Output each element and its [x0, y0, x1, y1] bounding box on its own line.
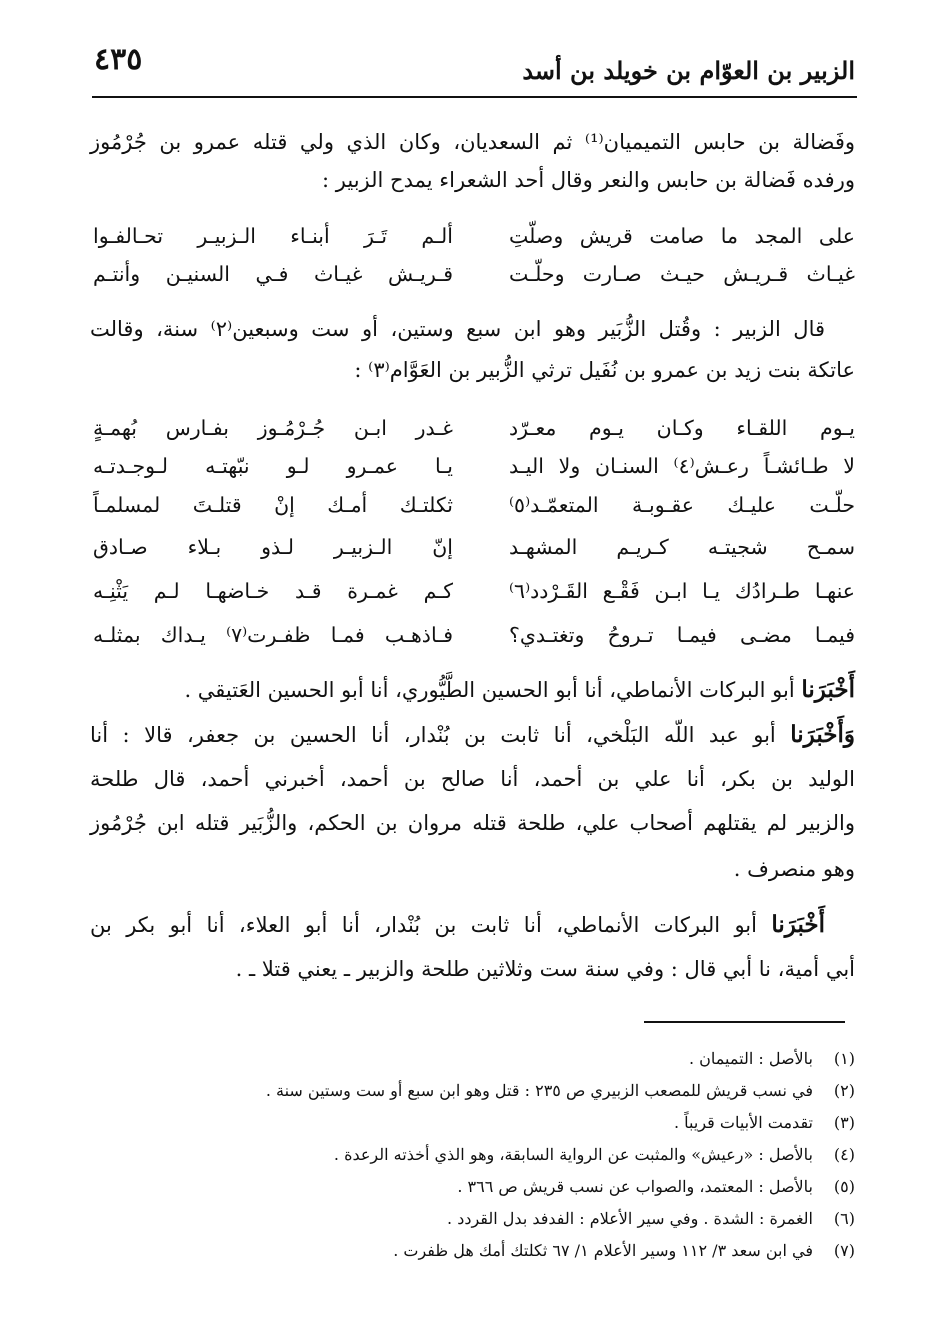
paragraph-text: أبو البركات الأنماطي، أنا أبو الحسين الطَّيُّوري، أنا أبو الحسين العَتيقي . [184, 678, 802, 702]
narration-keyword: وَأَخْبَرَنا [790, 721, 855, 748]
footnote-number: (٣) [833, 1113, 855, 1132]
footnote-number: (٧) [833, 1241, 855, 1260]
verse-second-hemistich: لا طـائشـاً رعـش⁽٤⁾ السنـان ولا اليـد [509, 454, 855, 478]
footnote [266, 1079, 855, 1103]
footnote [393, 1239, 855, 1263]
paragraph-line: الوليد بن بكر، أنا علي بن أحمد، أنا صالح بن أحمد، أخبرني أحمد، قال طلحة [90, 767, 855, 791]
paragraph-line: وفَضالة بن حابس التميميان⁽¹⁾ ثم السعديان، وكان الذي ولي قتله عمرو بن جُرْمُوز [90, 130, 855, 154]
footnote [689, 1047, 855, 1071]
paragraph-line: والزبير لم يقتلهم أصحاب علي، طلحة قتله مروان بن الحكم، والزُّبَير قتله ابن جُرْمُوز [90, 811, 855, 835]
footnote-text: بالأصل : «رعيش» والمثبت عن الرواية السابقة، وهو الذي أخذته الرعدة . [333, 1145, 813, 1164]
footnote [674, 1111, 855, 1135]
footnote-number: (١) [833, 1049, 855, 1068]
paragraph-line [90, 910, 855, 940]
verse-second-hemistich: حلّـت عليـك عقـوبـة المتعمّـد⁽٥⁾ [509, 493, 855, 517]
footnote-number: (٤) [833, 1145, 855, 1164]
verse-second-hemistich: سمـح شجيتـه كـريـم المشهـد [509, 535, 855, 559]
verse-first-hemistich: إنّ الـزبيـر لـذو بـلاء صـادق [93, 535, 453, 559]
paragraph-line: عاتكة بنت زيد بن عمرو بن نُفَيل ترثي الزُّبير بن العَوَّام⁽٣⁾ : [354, 358, 855, 382]
paragraph-line: وهو منصرف . [733, 857, 855, 881]
verse-second-hemistich: فيمـا مضـى فيمـا تـروحُ وتغتـدي؟ [509, 623, 855, 647]
footnote-text: في ابن سعد ٣/ ١١٢ وسير الأعلام ١/ ٦٧ ثكلتك أمك هل ظفرت . [393, 1241, 813, 1260]
footnote-divider [644, 1021, 845, 1023]
narration-keyword: أَخْبَرَنا [801, 676, 855, 703]
paragraph-text: أبو البركات الأنماطي، أنا ثابت بن بُنْدار، أنا أبو العلاء، أنا أبو بكر بن [90, 913, 772, 937]
verse-first-hemistich: ألـم تَـرَ أبنـاء الـزبيـر تحـالفـوا [93, 224, 453, 248]
paragraph-line [90, 720, 855, 750]
footnote [334, 1143, 855, 1167]
footnote-text: بالأصل : التميمان . [689, 1049, 813, 1068]
footnote-text: بالأصل : المعتمد، والصواب عن نسب قريش ص ٣٦٦ . [457, 1177, 813, 1196]
paragraph-text: أبو عبد اللّه البَلْخي، أنا ثابت بن بُنْدار، أنا الحسين بن جعفر، قالا : أنا [90, 723, 791, 747]
verse-first-hemistich: ثكلتـك أمـك إنْ قتلـتَ لمسلمـاً [93, 493, 453, 517]
verse-second-hemistich: على المجد ما صامت قريش وصلّتِ [509, 224, 855, 248]
footnote-text: في نسب قريش للمصعب الزبيري ص ٢٣٥ : قتل وهو ابن سبع أو ست وستين سنة . [265, 1081, 813, 1100]
paragraph-line: قال الزبير : وقُتل الزُّبَير وهو ابن سبع وستين، أو ست وسبعين⁽٢⁾ سنة، وقالت [90, 317, 825, 341]
footnote-text: الغمرة : الشدة . وفي سير الأعلام : الفدفد بدل القردد . [447, 1209, 813, 1228]
footnote-number: (٥) [833, 1177, 855, 1196]
page-number: ٤٣٥ [94, 42, 143, 77]
verse-first-hemistich: فـاذهـب فمـا ظفـرت⁽٧⁾ يـداك بمثلـه [93, 623, 453, 647]
narration-keyword: أَخْبَرَنا [771, 911, 825, 938]
verse-first-hemistich: غـدر ابـن جُـرْمُـوز بفـارس بُهمـةٍ [93, 416, 453, 440]
verse-second-hemistich: غيـاث قـريـش حيـث صـارت وحلّـت [509, 262, 855, 286]
verse-second-hemistich: يـوم اللقـاء وكـان يـوم معـرّد [509, 416, 855, 440]
paragraph-line: ورفده فَضالة بن حابس والنعر وقال أحد الشعراء يمدح الزبير : [322, 168, 855, 192]
footnote [447, 1207, 855, 1231]
paragraph-line: أبي أمية، نا أبي قال : وفي سنة ست وثلاثين طلحة والزبير ـ يعني قتلا ـ . [235, 957, 855, 981]
footnote-number: (٦) [833, 1209, 855, 1228]
verse-first-hemistich: كـم غمـرة قـد خـاضهـا لـم يَثْنِـه [93, 579, 453, 603]
header-divider [92, 96, 857, 98]
footnote-text: تقدمت الأبيات قريباً . [674, 1113, 813, 1132]
footnote-number: (٢) [833, 1081, 855, 1100]
paragraph-line [90, 675, 855, 705]
running-header-title: الزبير بن العوّام بن خويلد بن أسد [522, 56, 855, 85]
verse-second-hemistich: عنهـا طـرادُك يـا ابـن فَقْـع القَـرْدد⁽٦⁾ [509, 579, 855, 603]
verse-first-hemistich: قـريـش غيـاث فـي السنيـن وأنتـم [93, 262, 453, 286]
footnote [457, 1175, 855, 1199]
verse-first-hemistich: يـا عمـرو لـو نبّهتـه لـوجـدتـه [93, 454, 453, 478]
